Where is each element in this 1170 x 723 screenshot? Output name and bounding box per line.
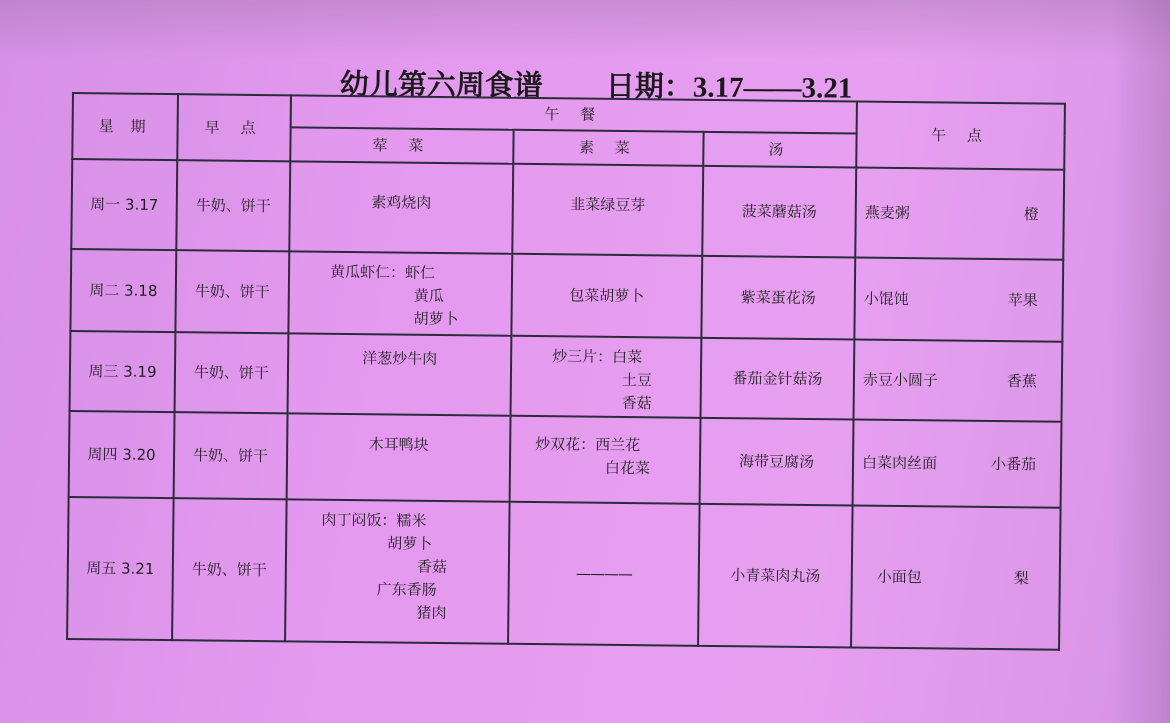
veg-cell xyxy=(510,416,701,504)
day-cell: 周三 3.19 xyxy=(70,331,176,412)
snack-cell xyxy=(854,257,1063,341)
fruit-item: 香蕉 xyxy=(1006,371,1038,390)
breakfast-cell: 牛奶、饼干 xyxy=(172,498,287,641)
day-cell: 周一 3.17 xyxy=(71,159,177,250)
veg-dish: 炒双花：西兰花 xyxy=(535,435,641,455)
soup-cell: 菠菜蘑菇汤 xyxy=(702,166,856,258)
meat-dish: 肉丁闷饭：糯米 xyxy=(321,510,427,530)
meat-ingredient: 香菇 xyxy=(416,557,447,577)
snack-item: 小馄饨 xyxy=(863,289,909,308)
snack-item: 燕麦粥 xyxy=(864,203,910,222)
breakfast-cell: 牛奶、饼干 xyxy=(176,160,290,251)
menu-title: 幼儿第六周食谱 xyxy=(339,66,543,103)
paper-shadow-top xyxy=(0,0,1170,60)
snack-cell xyxy=(854,339,1063,421)
veg-ingredient: 香菇 xyxy=(621,393,652,413)
fruit-item: 橙 xyxy=(1023,204,1039,223)
header-weekday: 星 期 xyxy=(72,93,178,160)
soup-cell: 番茄金针菇汤 xyxy=(701,338,855,420)
date-range: 3.17——3.21 xyxy=(692,71,853,105)
veg-ingredient: 白花菜 xyxy=(604,458,651,478)
meat-ingredient: 黄瓜 xyxy=(413,286,444,306)
meat-dish: 洋葱炒牛肉 xyxy=(362,349,438,368)
snack-item: 小面包 xyxy=(876,567,922,586)
snack-item: 赤豆小圆子 xyxy=(862,370,939,389)
meat-cell xyxy=(289,161,513,253)
meat-ingredient: 胡萝卜 xyxy=(387,534,433,553)
header-snack: 午 点 xyxy=(856,101,1065,169)
snack-cell xyxy=(855,167,1064,259)
meat-cell xyxy=(288,333,512,415)
veg-cell xyxy=(511,336,702,418)
veg-dish: 包菜胡萝卜 xyxy=(569,285,645,305)
snack-item: 白菜肉丝面 xyxy=(861,453,938,472)
meat-cell xyxy=(288,251,512,335)
fruit-item: 梨 xyxy=(1013,568,1029,587)
menu-table xyxy=(66,92,1066,651)
meat-ingredient: 猪肉 xyxy=(416,603,447,623)
header-soup: 汤 xyxy=(703,132,856,168)
snack-cell xyxy=(851,505,1061,649)
header-meat: 荤 菜 xyxy=(290,127,513,163)
soup-cell: 海带豆腐汤 xyxy=(700,418,854,506)
table-row xyxy=(67,497,1061,650)
table-row xyxy=(71,159,1064,260)
meat-cell xyxy=(287,413,511,501)
breakfast-cell: 牛奶、饼干 xyxy=(175,250,289,333)
meat-ingredient: 广东香肠 xyxy=(376,580,437,599)
fruit-item: 小番茄 xyxy=(990,454,1037,473)
meat-dish: 黄瓜虾仁：虾仁 xyxy=(329,262,436,282)
table-row xyxy=(70,249,1063,342)
table-row xyxy=(69,411,1062,508)
veg-ingredient: 土豆 xyxy=(621,370,653,390)
breakfast-cell: 牛奶、饼干 xyxy=(174,412,288,499)
veg-cell xyxy=(512,164,703,256)
breakfast-cell: 牛奶、饼干 xyxy=(175,332,289,413)
paper-shadow-right xyxy=(1110,0,1170,723)
header-lunch: 午 餐 xyxy=(291,95,857,133)
soup-cell: 小青菜肉丸汤 xyxy=(698,504,853,648)
soup-cell: 紫菜蛋花汤 xyxy=(701,256,855,340)
table-row xyxy=(70,331,1063,422)
meat-ingredient: 胡萝卜 xyxy=(413,309,459,329)
meat-dish: 木耳鸭块 xyxy=(368,435,429,454)
header-veg: 素 菜 xyxy=(513,130,703,166)
header-breakfast: 早 点 xyxy=(177,94,291,161)
meat-cell xyxy=(285,499,510,643)
veg-none-dash: ———— xyxy=(575,563,632,583)
date-label: 日期： xyxy=(605,68,693,104)
fruit-item: 苹果 xyxy=(1007,290,1038,309)
header-row-1 xyxy=(73,93,1065,136)
snack-cell xyxy=(853,419,1062,507)
day-cell: 周二 3.18 xyxy=(70,249,176,332)
veg-cell xyxy=(511,254,702,338)
veg-cell xyxy=(508,502,700,646)
menu-table-wrapper xyxy=(66,92,1064,651)
day-cell: 周四 3.20 xyxy=(69,411,175,498)
veg-dish: 炒三片：白菜 xyxy=(552,347,643,367)
day-cell: 周五 3.21 xyxy=(67,497,174,640)
veg-dish: 韭菜绿豆芽 xyxy=(570,195,646,215)
meat-dish: 素鸡烧肉 xyxy=(371,193,432,212)
